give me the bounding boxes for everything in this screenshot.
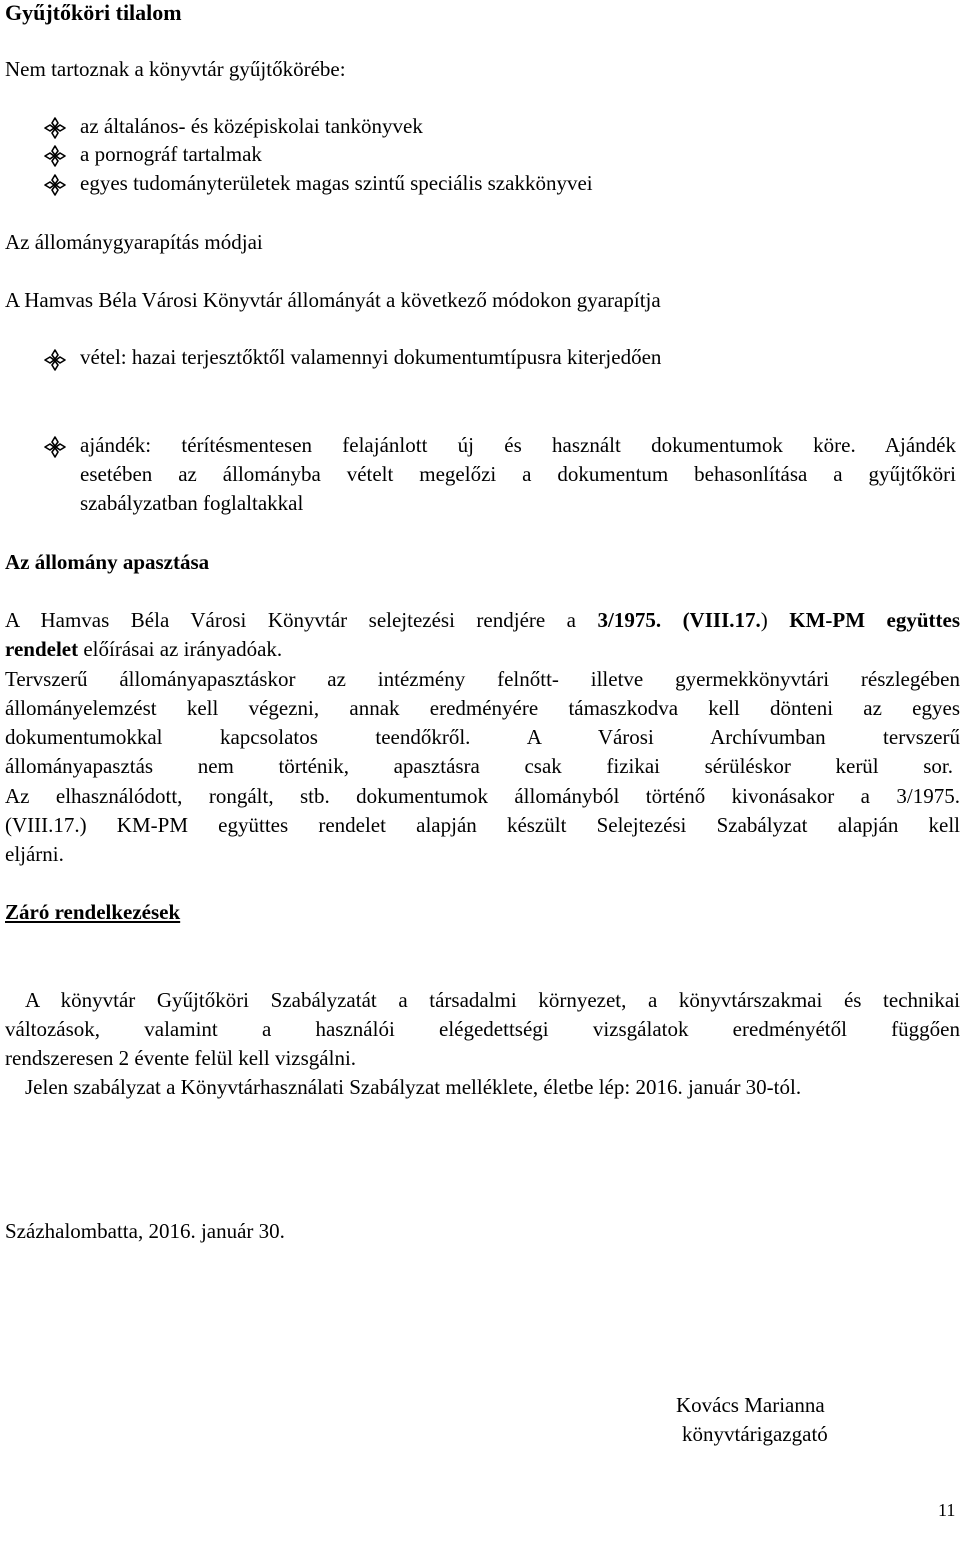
acquisition-intro: A Hamvas Béla Városi Könyvtár állományát a következő módokon gyarapítja xyxy=(5,288,661,312)
closing-paragraph-line: változások, valamint a használói elégedettségi vizsgálatok eredményétől függően xyxy=(5,1017,960,1041)
weeding-rule-rest: előírásai az irányadóak. xyxy=(78,637,283,661)
weeding-rule-line xyxy=(5,606,960,635)
closing-annex-line: Jelen szabályzat a Könyvtárhasználati Szabályzat melléklete, életbe lép: 2016. január 30-tól. xyxy=(25,1075,802,1099)
section-heading-weeding: Az állomány apasztása xyxy=(5,550,210,574)
weeding-rule-prefix: A Hamvas Béla Városi Könyvtár selejtezési rendjére a xyxy=(5,608,598,632)
list-item-gift-line: esetében az állományba vételt megelőzi a dokumentum behasonlítása a gyűjtőköri xyxy=(80,462,956,486)
closing-paragraph-line: rendszeresen 2 évente felül kell vizsgálni. xyxy=(5,1046,357,1070)
weeding-rule-line-2 xyxy=(5,635,960,664)
weeding-paragraph-line: Az elhasználódott, rongált, stb. dokumentumok állományból történő kivonásakor a 3/1975. xyxy=(5,784,960,808)
diamond-bullet-icon xyxy=(44,145,66,167)
list-item-purchase: vétel: hazai terjesztőktől valamennyi dokumentumtípusra kiterjedően xyxy=(80,345,662,369)
weeding-paragraph-line: dokumentumokkal kapcsolatos teendőkről. A Városi Archívumban tervszerű xyxy=(5,725,960,749)
weeding-paragraph-line: Tervszerű állományapasztáskor az intézmény felnőtt- illetve gyermekkönyvtári részlegében xyxy=(5,667,960,691)
list-item: egyes tudományterületek magas szintű speciális szakkönyvei xyxy=(80,171,593,195)
list-item-gift-line: szabályzatban foglaltakkal xyxy=(80,491,304,515)
weeding-paragraph-line: (VIII.17.) KM-PM együttes rendelet alapján készült Selejtezési Szabályzat alapján kell xyxy=(5,813,960,837)
list-item: az általános- és középiskolai tankönyvek xyxy=(80,114,423,138)
diamond-bullet-icon xyxy=(44,174,66,196)
closing-paragraph-line: A könyvtár Gyűjtőköri Szabályzatát a társadalmi környezet, a könyvtárszakmai és technikai xyxy=(25,988,960,1012)
weeding-paragraph-line: eljárni. xyxy=(5,842,64,866)
place-date: Százhalombatta, 2016. január 30. xyxy=(5,1219,285,1243)
weeding-paragraph-line: állományapasztás nem történik, apasztásra csak fizikai sérüléskor kerül sor. xyxy=(5,754,953,778)
collection-ban-intro: Nem tartoznak a könyvtár gyűjtőkörébe: xyxy=(5,57,346,81)
diamond-bullet-icon xyxy=(44,436,66,458)
section-heading-collection-ban: Gyűjtőköri tilalom xyxy=(5,0,182,25)
section-heading-acquisition: Az állománygyarapítás módjai xyxy=(5,230,263,254)
list-item-gift-line: ajándék: térítésmentesen felajánlott új és használt dokumentumok köre. Ajándék xyxy=(80,433,956,457)
section-heading-closing: Záró rendelkezések xyxy=(5,900,181,924)
page-number: 11 xyxy=(938,1500,956,1520)
weeding-paragraph-line: állományelemzést kell végezni, annak eredményére támaszkodva kell dönteni az egyes xyxy=(5,696,960,720)
diamond-bullet-icon xyxy=(44,349,66,371)
diamond-bullet-icon xyxy=(44,117,66,139)
signature-name: Kovács Marianna xyxy=(676,1393,825,1417)
list-item: a pornográf tartalmak xyxy=(80,142,262,166)
weeding-rule-paren: ) xyxy=(760,608,768,632)
weeding-rule-decree-suffix: KM-PM együttes xyxy=(767,608,960,632)
weeding-rule-decree: 3/1975. (VIII.17. xyxy=(597,608,761,632)
signature-title: könyvtárigazgató xyxy=(682,1422,828,1446)
weeding-rule-rendelet: rendelet xyxy=(5,637,79,661)
